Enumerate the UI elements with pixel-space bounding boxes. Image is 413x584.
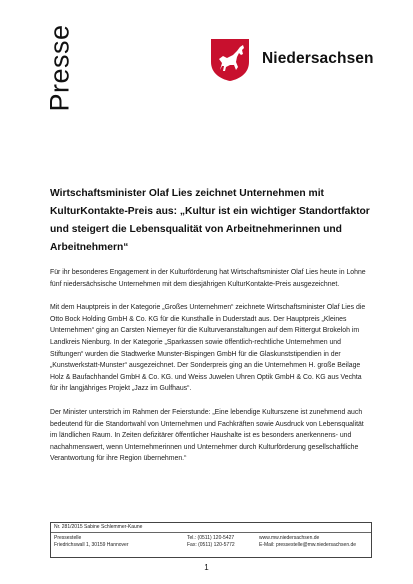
footer-address: Friedrichswall 1, 30159 Hannover	[54, 542, 129, 548]
niedersachsen-logo	[210, 38, 390, 82]
footer-contact-box	[50, 522, 372, 558]
page-number: 1	[204, 563, 209, 572]
paragraph-awards: Mit dem Hauptpreis in der Kategorie „Großes Unternehmen“ zeichnete Wirtschaftsminister Olaf Lies die Otto Bock Holding GmbH & Co. KG für die Kunsthalle in Duderstadt aus. Der Hauptpreis „Kleines Unternehmen“ ging an Carsten Niemeyer für die Kulturveranstaltungen auf dem Rittergut Brokeloh im Landkreis Nienburg. In der Kategorie „Sparkassen sowie öffentlich-rechtliche Unternehmen und Stiftungen“ wurden die Stadtwerke Munster-Bispingen GmbH für die Glaskunststipendien in der „Kunstwerkstatt-Munster“ ausgezeichnet. Der Sonderpreis ging an die Unternehmen H. große Beilage Holz & Baufachhandel GmbH & Co. KG. und Weiss Juwelen Uhren Optik GmbH & Co. KG aus Vechta für ihr langjähriges Projekt „Jazz im Gulfhaus“.	[50, 304, 366, 393]
footer-web-link[interactable]: www.mw.niedersachsen.de	[259, 535, 320, 541]
press-body	[50, 267, 366, 477]
presse-label	[42, 20, 78, 116]
paragraph-intro: Für ihr besonderes Engagement in der Kulturförderung hat Wirtschaftsminister Olaf Lies heute in Lohne fünf niedersächsische Unternehmen mit dem diesjährigen KulturKontakte-Preis ausgezeichnet.	[50, 269, 366, 288]
footer-tel: Tel.: (0511) 120-5427	[187, 535, 235, 541]
footer-address-block	[54, 535, 128, 549]
footer-reference: Nr. 281/2015 Sabine Schlemmer-Kaune	[54, 524, 143, 530]
press-headline: Wirtschaftsminister Olaf Lies zeichnet Unternehmen mit KulturKontakte-Preis aus: „Kultur ist ein wichtiger Standortfaktor und steigert die Lebensqualität von Arbeitnehmerinnen und Arbeitnehmern“	[50, 188, 370, 253]
footer-office: Pressestelle	[54, 535, 82, 541]
paragraph-quote: Der Minister unterstrich im Rahmen der Feierstunde: „Eine lebendige Kulturszene ist zunehmend auch bedeutend für die Standortwahl von Unternehmen und Fachkräften sowie Ausdruck von Lebensqualität im ländlichen Raum. In Zeiten defizitärer öffentlicher Haushalte ist es besonders anerkennens- und nachahmenswert, wenn Unternehmerinnen und Unternehmer durch Kulturförderung gesellschaftliche Verantwortung für ihre Region übernehmen.“	[50, 408, 364, 463]
brand-name: Niedersachsen	[262, 50, 374, 67]
footer-fax: Fax: (0511) 120-5772	[187, 542, 235, 548]
footer-divider	[51, 532, 371, 533]
footer-phone-block	[187, 535, 235, 549]
horse-crest-icon	[210, 38, 250, 82]
presse-text: Presse	[44, 24, 75, 112]
footer-email-link[interactable]: E-Mail: pressestelle@mw.niedersachsen.de	[259, 542, 357, 548]
footer-web-block	[259, 535, 356, 549]
